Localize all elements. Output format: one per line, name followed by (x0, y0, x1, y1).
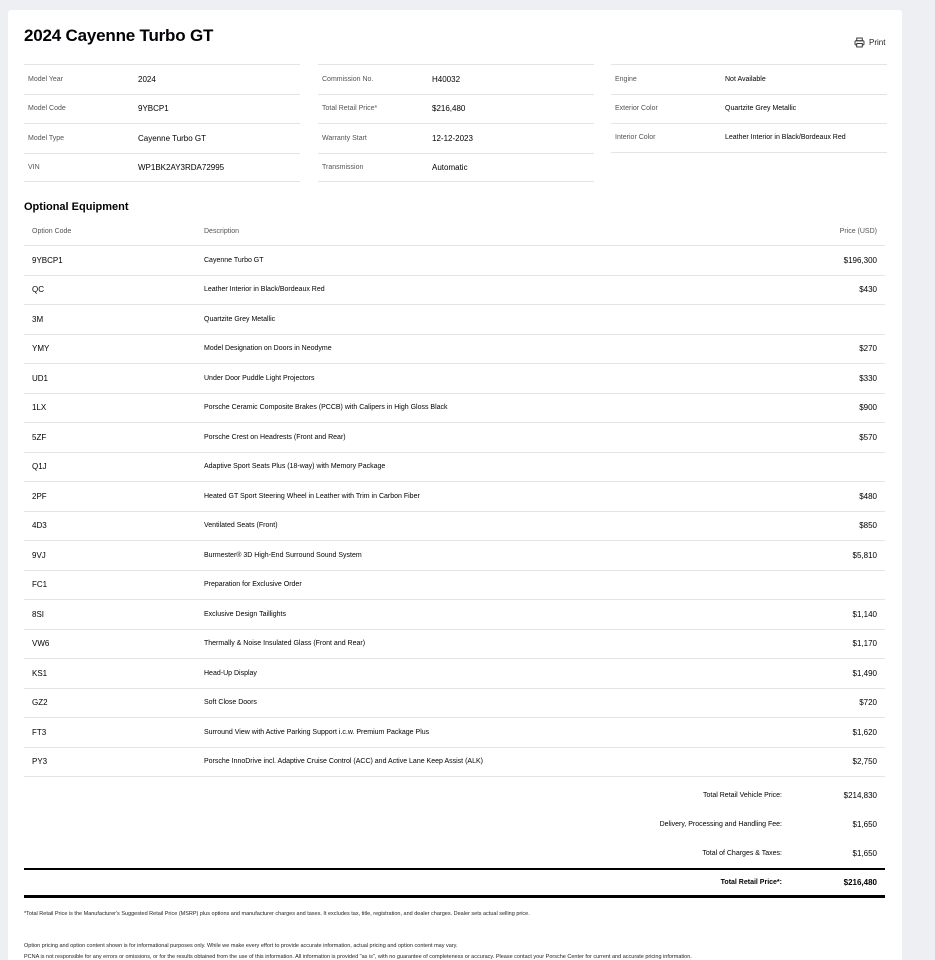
table-row (24, 571, 885, 601)
option-price: $850 (859, 521, 877, 531)
spec-value: WP1BK2AY3RDA72995 (138, 162, 225, 172)
table-row (24, 512, 885, 542)
option-description: Porsche Crest on Headrests (Front and Rear) (204, 433, 346, 441)
header-option-code: Option Code (32, 227, 72, 235)
option-price: $2,750 (852, 757, 877, 767)
pricing-disclaimer (24, 941, 885, 960)
option-price: $196,300 (843, 255, 877, 265)
table-row (24, 364, 885, 394)
option-description: Cayenne Turbo GT (204, 256, 264, 264)
option-code: 9VJ (32, 550, 46, 560)
option-code: 8SI (32, 609, 45, 619)
spec-row-model-code (24, 94, 300, 124)
option-code: 1LX (32, 403, 47, 413)
spec-column-2 (318, 64, 594, 182)
option-price: $1,490 (852, 668, 877, 678)
table-row (24, 659, 885, 689)
option-price: $270 (859, 344, 877, 354)
msrp-footnote: *Total Retail Price is the Manufacturer's Suggested Retail Price (MSRP) plus options and manufacturer charges and taxes. It excludes tax, title, registration, and dealer charges. Dealer sets actual selling price. (24, 911, 530, 917)
spec-value: $216,480 (432, 104, 466, 114)
disclaimer-line-2: PCNA is not responsible for any errors or omissions, or for the results obtained from the use of this information. All information is provided "as is", with no guarantee of completeness or accuracy. Please contact your Porsche Center for current and accurate pricing information. (24, 954, 692, 960)
option-description: Under Door Puddle Light Projectors (204, 374, 315, 382)
spec-label: Model Code (28, 105, 66, 113)
option-description: Thermally & Noise Insulated Glass (Front and Rear) (204, 640, 366, 648)
option-code: FC1 (32, 580, 48, 590)
spec-label: Engine (615, 75, 637, 83)
spec-row-engine (611, 64, 887, 94)
option-description: Head-Up Display (204, 669, 257, 677)
spec-value: 2024 (138, 74, 156, 84)
total-retail-price-label: Total Retail Price*: (720, 879, 782, 886)
disclaimer-line-1: Option pricing and option content shown is for informational purposes only. While we make every effort to provide accurate information, actual pricing and option content may vary. (24, 943, 458, 949)
table-row (24, 748, 885, 778)
option-description: Adaptive Sport Seats Plus (18-way) with Memory Package (204, 463, 386, 471)
option-code: PY3 (32, 757, 48, 767)
spec-row-warranty-start (318, 123, 594, 153)
spec-value: 12-12-2023 (432, 133, 473, 143)
option-code: VW6 (32, 639, 50, 649)
table-row (24, 305, 885, 335)
option-price: $330 (859, 373, 877, 383)
spec-row-commission (318, 64, 594, 94)
spec-value: 9YBCP1 (138, 104, 169, 114)
table-row (24, 246, 885, 276)
header-description: Description (204, 227, 240, 235)
option-code: 3M (32, 314, 44, 324)
spec-row-interior-color (611, 123, 887, 153)
table-row (24, 630, 885, 660)
table-row (24, 718, 885, 748)
option-code: 5ZF (32, 432, 47, 442)
table-row (24, 453, 885, 483)
option-price: $430 (859, 285, 877, 295)
option-price: $1,140 (852, 609, 877, 619)
spec-value: H40032 (432, 74, 461, 84)
spec-value: Automatic (432, 162, 468, 172)
spec-row-vin (24, 153, 300, 183)
charges-taxes-value: $1,650 (852, 849, 877, 858)
table-row (24, 276, 885, 306)
table-header (24, 217, 885, 246)
spec-label: Commission No. (322, 75, 374, 83)
table-row (24, 335, 885, 365)
spec-value: Quartzite Grey Metallic (725, 105, 797, 113)
option-code: UD1 (32, 373, 49, 383)
option-description: Exclusive Design Taillights (204, 610, 286, 618)
option-price: $480 (859, 491, 877, 501)
header-price: Price (USD) (839, 227, 877, 235)
table-row (24, 689, 885, 719)
spec-label: Transmission (322, 163, 364, 171)
total-vehicle-price-row (24, 781, 885, 810)
total-retail-price-value: $216,480 (843, 878, 877, 887)
total-retail-price-row (24, 868, 885, 898)
option-description: Model Designation on Doors in Neodyme (204, 345, 332, 353)
print-button[interactable] (854, 37, 885, 48)
spec-label: Exterior Color (615, 105, 658, 113)
page-title: 2024 Cayenne Turbo GT (24, 26, 214, 45)
option-code: GZ2 (32, 698, 48, 708)
charges-taxes-label: Total of Charges & Taxes: (702, 850, 782, 857)
delivery-fee-row (24, 810, 885, 839)
option-price: $1,170 (852, 639, 877, 649)
option-description: Porsche InnoDrive incl. Adaptive Cruise Control (ACC) and Active Lane Keep Assist (ALK) (204, 758, 483, 766)
option-price: $1,620 (852, 727, 877, 737)
spec-row-transmission (318, 153, 594, 183)
table-row (24, 423, 885, 453)
option-description: Burmester® 3D High-End Surround Sound System (204, 551, 362, 559)
option-code: 9YBCP1 (32, 255, 63, 265)
spec-label: Interior Color (615, 134, 656, 142)
spec-row-total-price (318, 94, 594, 124)
printer-icon (854, 37, 865, 48)
option-description: Preparation for Exclusive Order (204, 581, 302, 589)
print-label: Print (869, 38, 886, 47)
option-price: $5,810 (852, 550, 877, 560)
price-totals (24, 781, 885, 898)
spec-label: Model Year (28, 75, 64, 83)
option-price: $720 (859, 698, 877, 708)
option-code: YMY (32, 344, 50, 354)
optional-equipment-heading: Optional Equipment (24, 201, 129, 213)
table-body (24, 246, 885, 777)
vehicle-detail-card (8, 10, 902, 960)
option-price: $570 (859, 432, 877, 442)
option-code: 4D3 (32, 521, 47, 531)
option-price: $900 (859, 403, 877, 413)
charges-taxes-row (24, 839, 885, 868)
option-description: Surround View with Active Parking Support i.c.w. Premium Package Plus (204, 728, 430, 736)
delivery-fee-label: Delivery, Processing and Handling Fee: (659, 821, 782, 828)
table-row (24, 541, 885, 571)
spec-label: Model Type (28, 134, 65, 142)
option-code: Q1J (32, 462, 47, 472)
spec-column-3 (611, 64, 887, 153)
table-row (24, 394, 885, 424)
total-vehicle-price-label: Total Retail Vehicle Price: (703, 792, 782, 799)
delivery-fee-value: $1,650 (852, 820, 877, 829)
option-description: Porsche Ceramic Composite Brakes (PCCB) with Calipers in High Gloss Black (204, 404, 448, 412)
optional-equipment-table (24, 217, 885, 777)
option-code: FT3 (32, 727, 47, 737)
spec-row-model-type (24, 123, 300, 153)
option-description: Soft Close Doors (204, 699, 257, 707)
option-description: Leather Interior in Black/Bordeaux Red (204, 286, 325, 294)
option-code: 2PF (32, 491, 47, 501)
spec-label: VIN (28, 163, 40, 171)
total-vehicle-price-value: $214,830 (843, 791, 877, 800)
spec-label: Total Retail Price* (322, 105, 378, 113)
option-code: KS1 (32, 668, 48, 678)
option-description: Ventilated Seats (Front) (204, 522, 278, 530)
spec-value: Not Available (725, 75, 766, 83)
spec-value: Cayenne Turbo GT (138, 133, 207, 143)
spec-row-exterior-color (611, 94, 887, 124)
option-description: Heated GT Sport Steering Wheel in Leather with Trim in Carbon Fiber (204, 492, 420, 500)
option-code: QC (32, 285, 44, 295)
table-row (24, 482, 885, 512)
spec-column-1 (24, 64, 300, 182)
spec-row-model-year (24, 64, 300, 94)
option-description: Quartzite Grey Metallic (204, 315, 276, 323)
spec-label: Warranty Start (322, 134, 367, 142)
table-row (24, 600, 885, 630)
spec-value: Leather Interior in Black/Bordeaux Red (725, 134, 846, 142)
